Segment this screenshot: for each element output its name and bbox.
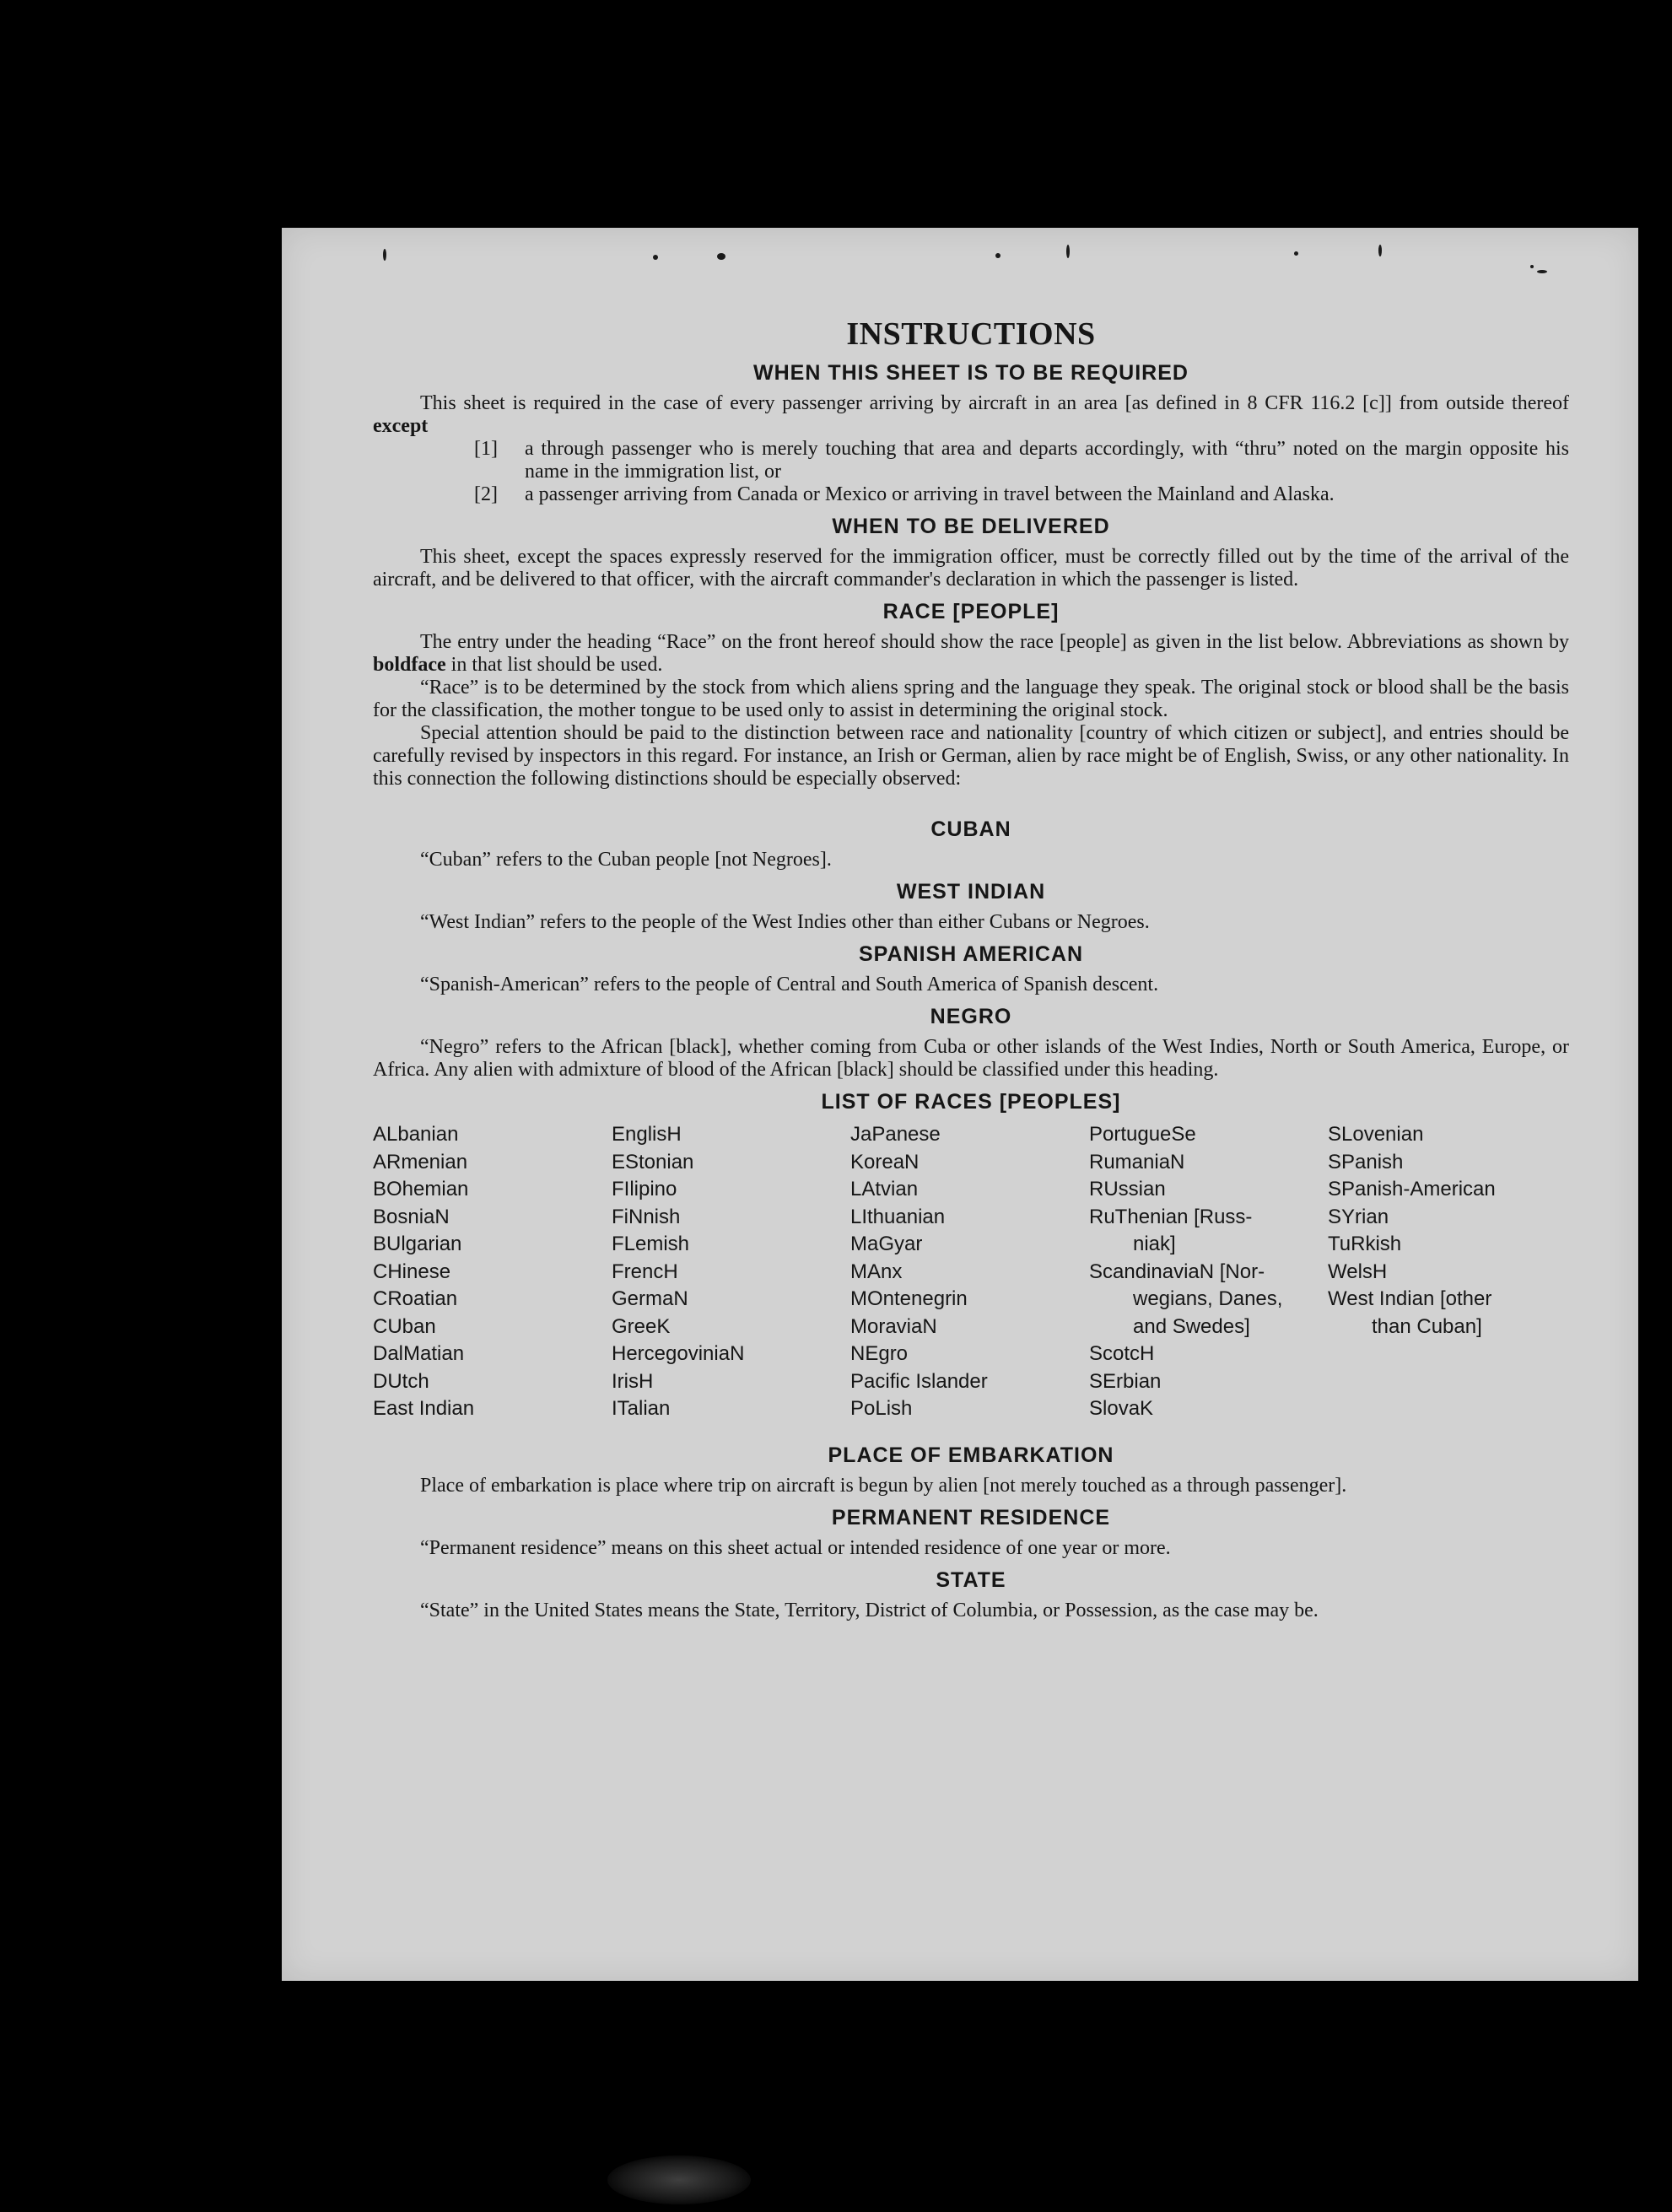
- cuban-text: “Cuban” refers to the Cuban people [not Negroes].: [420, 849, 832, 871]
- state-text: “State” in the United States means the State, Territory, District of Columbia, or Possession, as the case may be.: [420, 1599, 1319, 1621]
- heading-state: STATE: [936, 1567, 1006, 1592]
- races-column: [373, 1121, 612, 1423]
- race-item: JaPanese: [850, 1123, 941, 1146]
- required-intro: [373, 392, 1569, 438]
- race-item: and Swedes]: [1133, 1314, 1250, 1338]
- race-item: RuThenian [Russ-: [1089, 1205, 1253, 1228]
- race-item: DUtch: [373, 1369, 429, 1393]
- race-item: KoreaN: [850, 1150, 920, 1173]
- race-item: RUssian: [1089, 1178, 1166, 1200]
- heading-west-indian: WEST INDIAN: [896, 880, 1046, 904]
- race-item: ALbanian: [373, 1123, 459, 1146]
- race-item: SYrian: [1328, 1205, 1389, 1228]
- heading-permanent-residence: PERMANENT RESIDENCE: [831, 1505, 1111, 1530]
- negro-text: “Negro” refers to the African [black], whether coming from Cuba or other islands of the West Indies, North or South America, Europe, or Africa. Any alien with admixture of blood of the African [black] should be classified under this heading.: [373, 1036, 1569, 1081]
- heading-race: RACE [PEOPLE]: [882, 600, 1060, 623]
- race-item: GermaN: [612, 1287, 688, 1310]
- race-item: RumaniaN: [1089, 1150, 1185, 1173]
- race-item: DalMatian: [373, 1342, 465, 1365]
- exception-text: a through passenger who is merely touching that area and departs accordingly, with “thru” noted on the margin opposite his name in the immigration list, or: [525, 438, 1569, 483]
- race-item: EStonian: [612, 1150, 694, 1173]
- races-table: [373, 1121, 1569, 1423]
- race-item: SlovaK: [1089, 1397, 1154, 1420]
- race-item: LIthuanian: [850, 1205, 946, 1228]
- race-item: BosniaN: [373, 1205, 450, 1228]
- heading-when-required: WHEN THIS SHEET IS TO BE REQUIRED: [753, 361, 1189, 385]
- race-item: PortugueSe: [1089, 1123, 1196, 1146]
- race-paragraph-3: Special attention should be paid to the distinction between race and nationality [country of which citizen or subject], and entries should be carefully revised by inspectors in this regard. For instance, an Irish or German, alien by race might be of English, Swiss, or any other nationality. In this connection the following distinctions should be especially observed:: [373, 722, 1569, 790]
- race-p1-text-c: in that list should be used.: [445, 654, 663, 676]
- race-item: GreeK: [612, 1314, 671, 1338]
- page-title: INSTRUCTIONS: [846, 316, 1096, 352]
- dust-speck: [1378, 245, 1382, 256]
- dust-speck: [383, 249, 386, 261]
- dust-speck: [1294, 251, 1298, 256]
- race-item: LAtvian: [850, 1178, 919, 1200]
- race-item: FLemish: [612, 1233, 690, 1255]
- race-item: MoraviaN: [850, 1314, 937, 1338]
- race-item: SErbian: [1089, 1369, 1162, 1393]
- race-item: than Cuban]: [1372, 1314, 1482, 1338]
- exception-text: a passenger arriving from Canada or Mexico or arriving in travel between the Mainland and Alaska.: [525, 483, 1335, 505]
- residence-text: “Permanent residence” means on this sheet actual or intended residence of one year or more.: [420, 1536, 1171, 1559]
- race-item: East Indian: [373, 1397, 475, 1420]
- race-item: FrencH: [612, 1260, 678, 1283]
- race-item: BOhemian: [373, 1178, 469, 1200]
- heading-place-of-embarkation: PLACE OF EMBARKATION: [828, 1443, 1114, 1467]
- race-item: MOntenegrin: [850, 1287, 968, 1310]
- required-intro-except: except: [373, 415, 429, 437]
- race-item: HercegoviniaN: [612, 1342, 745, 1365]
- dust-speck: [1530, 265, 1534, 268]
- spanish-american-text: “Spanish-American” refers to the people of Central and South America of Spanish descent.: [420, 974, 1159, 995]
- race-item: CHinese: [373, 1260, 451, 1283]
- heading-spanish-american: SPANISH AMERICAN: [858, 942, 1083, 966]
- race-item: ITalian: [612, 1397, 671, 1420]
- race-item: FiNnish: [612, 1205, 681, 1228]
- exceptions-list: [373, 438, 1569, 506]
- race-item: Pacific Islander: [850, 1369, 988, 1393]
- heading-negro: NEGRO: [930, 1005, 1012, 1028]
- race-item: IrisH: [612, 1369, 654, 1393]
- race-item: SPanish: [1328, 1150, 1404, 1173]
- dust-speck: [653, 255, 658, 260]
- dust-speck: [995, 253, 1001, 258]
- race-item: EnglisH: [612, 1123, 682, 1146]
- dust-speck: [717, 253, 725, 260]
- exception-item: [474, 483, 1569, 506]
- races-column: [612, 1121, 850, 1423]
- race-item: MAnx: [850, 1260, 903, 1283]
- exception-number: [2]: [474, 483, 498, 505]
- heading-cuban: CUBAN: [930, 817, 1011, 841]
- race-item: TuRkish: [1328, 1233, 1402, 1255]
- race-item: CUban: [373, 1314, 436, 1338]
- race-paragraph-2: “Race” is to be determined by the stock from which aliens spring and the language they speak. The original stock or blood shall be the basis for the classification, the mother tongue to be used only to assist in determining the original stock.: [373, 677, 1569, 721]
- exception-number: [1]: [474, 438, 498, 460]
- races-column: [850, 1121, 1089, 1423]
- instruction-sheet: [282, 228, 1638, 1981]
- race-item: PoLish: [850, 1397, 913, 1420]
- heading-list-of-races: LIST OF RACES [PEOPLES]: [821, 1090, 1121, 1114]
- dust-speck: [1066, 245, 1070, 258]
- dust-speck: [1537, 270, 1547, 273]
- film-blot: [607, 2155, 751, 2204]
- race-item: WelsH: [1328, 1260, 1388, 1283]
- race-item: West Indian [other: [1328, 1287, 1492, 1310]
- race-item: NEgro: [850, 1342, 909, 1365]
- race-item: CRoatian: [373, 1287, 458, 1310]
- race-item: ScotcH: [1089, 1342, 1155, 1365]
- embarkation-text: Place of embarkation is place where trip on aircraft is begun by alien [not merely touched as a through passenger].: [420, 1474, 1347, 1497]
- race-item: MaGyar: [850, 1233, 923, 1255]
- races-column: [1089, 1121, 1328, 1423]
- race-p1-text-a: The entry under the heading “Race” on the front hereof should show the race [people] as given in the list below. Abbreviations as shown by: [420, 631, 1569, 653]
- race-item: ScandinaviaN [Nor-: [1089, 1260, 1265, 1283]
- exception-item: [474, 438, 1569, 483]
- race-item: SPanish-American: [1328, 1178, 1496, 1200]
- race-p1-boldface: boldface: [373, 654, 446, 676]
- heading-when-delivered: WHEN TO BE DELIVERED: [832, 515, 1110, 538]
- required-intro-text: This sheet is required in the case of every passenger arriving by aircraft in an area [as defined in 8 CFR 116.2 [c]] from outside thereof: [420, 392, 1569, 414]
- sheet-content: [373, 316, 1569, 1622]
- race-item: wegians, Danes,: [1133, 1287, 1283, 1310]
- west-indian-text: “West Indian” refers to the people of the West Indies other than either Cubans or Negroes.: [420, 911, 1150, 933]
- race-item: FIlipino: [612, 1178, 677, 1200]
- race-item: niak]: [1133, 1233, 1176, 1255]
- races-column: [1328, 1121, 1567, 1423]
- delivered-text: This sheet, except the spaces expressly reserved for the immigration officer, must be correctly filled out by the time of the arrival of the aircraft, and be delivered to that officer, with the aircraft commander's declaration in which the passenger is listed.: [373, 546, 1569, 591]
- race-item: SLovenian: [1328, 1123, 1424, 1146]
- race-item: BUlgarian: [373, 1233, 462, 1255]
- race-item: ARmenian: [373, 1150, 468, 1173]
- race-paragraph-1: [373, 631, 1569, 677]
